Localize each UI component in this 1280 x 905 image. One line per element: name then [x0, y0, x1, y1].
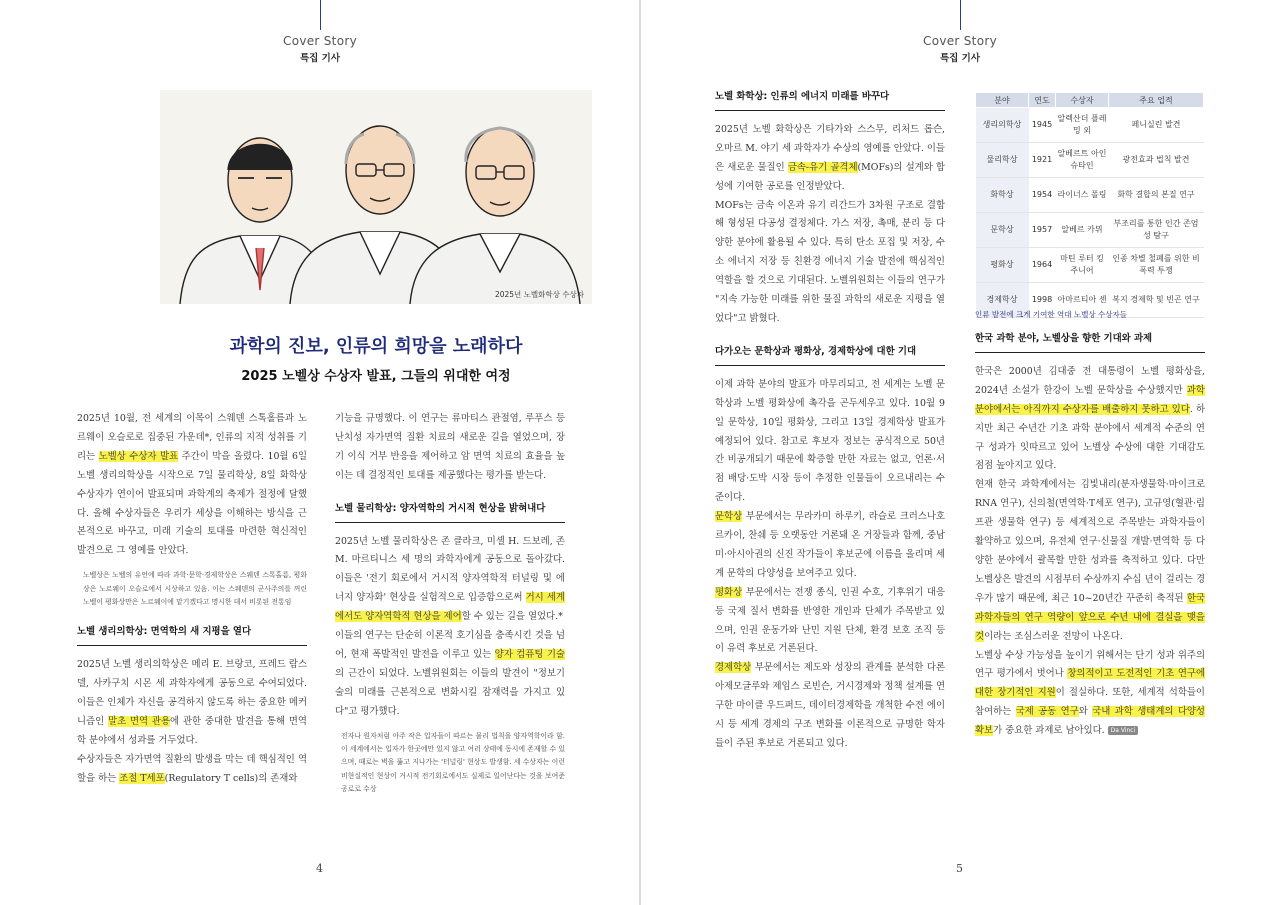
highlight: 조절 T세포: [119, 772, 165, 784]
cell-work: 인종 차별 철폐를 위한 비폭력 투쟁: [1109, 248, 1204, 283]
section-label-en: Cover Story: [923, 34, 997, 48]
cell-year: 1998: [1029, 283, 1056, 318]
cell-field: 화학상: [976, 178, 1029, 213]
highlight: 거시 세계에서도 양자역학적 현상을 제어: [335, 592, 565, 623]
highlight: 국제 공동 연구: [1015, 706, 1079, 718]
cell-work: 페니실린 발견: [1109, 108, 1204, 143]
section-heading: 한국 과학 분야, 노벨상을 향한 기대와 과제: [975, 330, 1205, 353]
cell-year: 1921: [1029, 143, 1056, 178]
cell-year: 1945: [1029, 108, 1056, 143]
column-4: [975, 330, 1205, 741]
cell-field: 생리의학상: [976, 108, 1029, 143]
highlight: 과학 분야에서는 아직까지 수상자를 배출하지 못하고 있다: [975, 384, 1205, 415]
section-heading: 다가오는 문학상과 평화상, 경제학상에 대한 기대: [715, 343, 945, 366]
section-label-ko: 특집 기사: [939, 53, 980, 64]
column-header: 분야: [976, 93, 1029, 108]
cell-work: 부조리를 통한 인간 존엄성 탐구: [1109, 213, 1204, 248]
page-spine: [639, 0, 641, 905]
highlight: 국내 과학 생태계의 다양성 확보: [975, 706, 1205, 737]
paragraph: 2025년 노벨 물리학상은 존 클라크, 미셸 H. 드보레, 존 M. 마르티니스 세 명의 과학자에게 공동으로 돌아갔다. 이들은 '전기 회로에서 거시적 양자역학적 터널링 및 에너지 양자화' 현상을 실험적으로 입증함으로써 거시 세계에서도 양자역학적 현상을 제어할 수 있는 길을 열었다.*: [335, 535, 565, 623]
cell-work: 화학 결합의 본질 연구: [1109, 178, 1204, 213]
paragraph: 2025년 노벨 화학상은 기타가와 스스무, 리처드 롭슨, 오마르 M. 야기 세 과학자가 수상의 영예를 안았다. 이들은 새로운 물질인 금속-유기 골격체(MOFs)의 설계와 합성에 기여한 공로를 인정받았다.: [715, 123, 945, 192]
nobel-laureates-table: [975, 92, 1204, 318]
section-label-ko: 특집 기사: [299, 53, 340, 64]
table-row: [976, 143, 1204, 178]
section-label-en: Cover Story: [283, 34, 357, 48]
paragraph: 이제 과학 분야의 발표가 마무리되고, 전 세계는 노벨 문학상과 노벨 평화상에 촉각을 곤두세우고 있다. 10월 9일 문학상, 10일 평화상, 그리고 13일 경제학상 발표가 예정되어 있다. 참고로 후보자 정보는 공식적으로 50년간 비공개되기 때문에 확증할 만한 자료는 없고, 언론·서점 배당·도박 시장 등이 추정한 인물들이 오르내리는 수준이다.: [715, 378, 945, 504]
paragraph: 현재 한국 과학계에서는 김빛내리(분자생물학·마이크로RNA 연구), 신의철(면역학·T세포 연구), 고규영(혈관·림프관 생물학 연구) 등 세계적으로 주목받는 과학자들이 활약하고 있으며, 유전체 연구·신물질 개발·면역학 등 다양한 분야에서 괄목할 만한 성과를 축적하고 있다. 다만 노벨상은 발견의 시점부터 수상까지 수십 년이 걸리는 경우가 많기 때문에, 최근 10~20년간 꾸준히 축적된 한국 과학자들의 연구 역량이 앞으로 수년 내에 결실을 맺을 것이라는 조심스러운 전망이 나온다.: [975, 479, 1205, 642]
footnote: 노벨상은 노벨의 유언에 따라 과학·문학·경제학상은 스웨덴 스톡홀름, 평화상은 노르웨이 오슬로에서 시상하고 있음. 이는 스웨덴의 군사주의를 꺼린 노벨이 평화상만은 노르웨이에 맡기겠다고 명시한 데서 비롯된 전통임: [83, 571, 307, 607]
column-1: [77, 410, 307, 789]
page-number: 5: [956, 862, 963, 875]
cell-winner: 알렉산더 플레밍 외: [1056, 108, 1109, 143]
column-header: 주요 업적: [1109, 93, 1204, 108]
table-row: [976, 213, 1204, 248]
cell-work: 복지 경제학 및 빈곤 연구: [1109, 283, 1204, 318]
table-row: [976, 108, 1204, 143]
section-heading: 노벨 생리의학상: 면역학의 새 지평을 열다: [77, 623, 307, 646]
table-caption: 인류 발전에 크게 기여한 역대 노벨상 수상자들: [975, 310, 1127, 319]
paragraph: 노벨상 수상 가능성을 높이기 위해서는 단기 성과 위주의 연구 평가에서 벗어나 창의적이고 도전적인 기초 연구에 대한 장기적인 지원이 절실하다. 또한, 세계적 석학들이 참여하는 국제 공동 연구와 국내 과학 생태계의 다양성 확보가 중요한 과제로 남아있다. Da Vinci: [975, 649, 1205, 737]
cell-work: 광전효과 법칙 발견: [1109, 143, 1204, 178]
cell-field: 평화상: [976, 248, 1029, 283]
highlight: 평화상: [715, 586, 743, 598]
table-header-row: [976, 93, 1204, 108]
cell-winner: 알베르 카뮈: [1056, 213, 1109, 248]
highlight: 경제학상: [715, 662, 752, 674]
cell-winner: 라이너스 폴링: [1056, 178, 1109, 213]
column-header: 수상자: [1056, 93, 1109, 108]
cell-year: 1954: [1029, 178, 1056, 213]
cell-winner: 아마르티아 센: [1056, 283, 1109, 318]
header-rule: [320, 0, 321, 30]
header-rule: [960, 0, 961, 30]
column-header: 연도: [1029, 93, 1056, 108]
paragraph: 이들의 연구는 단순히 이론적 호기심을 충족시킨 것을 넘어, 현재 폭발적인 발전을 이루고 있는 양자 컴퓨팅 기술의 근간이 되었다. 노벨위원회는 이들의 발견이 "정보기술의 미래를 근본적으로 변화시킬 잠재력을 가지고 있다"고 평가했다.: [335, 630, 565, 717]
cell-field: 물리학상: [976, 143, 1029, 178]
article-title: 과학의 진보, 인류의 희망을 노래하다: [229, 336, 523, 357]
cell-field: 문학상: [976, 213, 1029, 248]
cell-field: 경제학상: [976, 283, 1029, 318]
paragraph: 평화상 부문에서는 전쟁 종식, 인권 수호, 기후위기 대응 등 국제 질서 변화를 반영한 개인과 단체가 주목받고 있으며, 인권 운동가와 난민 지원 단체, 환경 보호 조직 등이 유력 후보로 거론된다.: [715, 586, 945, 655]
paragraph: 수상자들은 자가면역 질환의 발생을 막는 데 핵심적인 역할을 하는 조절 T세포(Regulatory T cells)의 존재와: [77, 753, 307, 784]
magazine-logo: Da Vinci: [1108, 726, 1139, 735]
highlight: 양자 컴퓨팅 기술: [494, 648, 565, 660]
cell-winner: 알베르트 아인슈타인: [1056, 143, 1109, 178]
paragraph: 문학상 부문에서는 무라카미 하루키, 라슬로 크러스나호르카이, 찬쉐 등 오랫동안 거론돼 온 거장들과 함께, 중남미·아시아권의 신진 작가들이 후보군에 이름을 올리며 세계 문학의 다양성을 보여주고 있다.: [715, 511, 945, 579]
column-3: [715, 88, 945, 754]
paragraph: MOFs는 금속 이온과 유기 리간드가 3차원 구조로 결합해 형성된 다공성 결정체다. 가스 저장, 촉매, 분리 등 다양한 분야에 활용될 수 있다. 특히 탄소 포집 및 저장, 수소 에너지 저장 등 친환경 에너지 기술 발전에 핵심적인 역할을 할 것으로 기대된다. 노벨위원회는 이들의 연구가 "지속 가능한 미래를 위한 물질 과학의 새로운 지평을 열었다"고 밝혔다.: [715, 199, 945, 324]
laureates-portrait-drawing: [160, 90, 592, 304]
highlight: 창의적이고 도전적인 기초 연구에 대한 장기적인 지원: [975, 668, 1205, 699]
page-number: 4: [316, 862, 323, 875]
article-subtitle: 2025 노벨상 수상자 발표, 그들의 위대한 여정: [241, 369, 511, 384]
paragraph: 2025년 노벨 생리의학상은 메리 E. 브랑코, 프레드 람스델, 사카구치 시몬 세 과학자에게 공동으로 수여되었다. 이들은 인체가 자신을 공격하지 않도록 하는 중요한 메커니즘인 말초 면역 관용에 관한 중대한 발견을 통해 면역학 분야에서 성과를 거두었다.: [77, 659, 307, 746]
laureates-illustration: [160, 90, 592, 304]
paragraph: 2025년 10월, 전 세계의 이목이 스웨덴 스톡홀름과 노르웨이 오슬로로 집중된 가운데*, 인류의 지적 성취를 기리는 노벨상 수상자 발표 주간이 막을 올렸다. 10월 6일 노벨 생리의학상을 시작으로 7일 물리학상, 8일 화학상 수상자가 연이어 발표되며 과학계의 축제가 절정에 달했다. 올해 수상자들은 우리가 세상을 이해하는 방식을 근본적으로 바꾸고, 미래 기술의 토대를 마련한 혁신적인 발견으로 그 영예를 안았다.: [77, 413, 308, 557]
cell-winner: 마틴 루터 킹 주니어: [1056, 248, 1109, 283]
highlight: 말초 면역 관용: [108, 716, 171, 728]
column-2: [335, 410, 565, 807]
table-row: [976, 178, 1204, 213]
highlight: 노벨상 수상자 발표: [98, 450, 179, 462]
section-heading: 노벨 물리학상: 양자역학의 거시적 현상을 밝혀내다: [335, 500, 565, 523]
cell-year: 1964: [1029, 248, 1056, 283]
highlight: 한국 과학자들의 연구 역량이 앞으로 수년 내에 결실을 맺을 것: [975, 592, 1205, 642]
footnote: 전자나 원자처럼 아주 작은 입자들이 따르는 물리 법칙을 양자역학이라 함. 이 세계에서는 입자가 한곳에만 있지 않고 여러 상태에 동시에 존재할 수 있으며, 때로는 벽을 뚫고 지나가는 '터널링' 현상도 발생함. 세 수상자는 이런 비현실적인 현상이 거시적 전기회로에서도 실제로 일어난다는 것을 보여준 공로로 수상: [341, 731, 565, 794]
highlight: 문학상: [715, 511, 743, 523]
paragraph: 경제학상 부문에서는 제도와 성장의 관계를 분석한 다론 아제모글루와 제임스 로빈슨, 거시경제와 정책 설계를 연구한 마이클 우드퍼드, 데이터경제학을 개척한 수전 에이시 등 세계 경제의 구조 변화를 이론적으로 규명한 학자들이 주된 후보로 거론되고 있다.: [715, 662, 945, 749]
cell-year: 1957: [1029, 213, 1056, 248]
highlight: 금속-유기 골격체: [787, 161, 858, 173]
paragraph: 기능을 규명했다. 이 연구는 류마티스 관절염, 루푸스 등 난치성 자가면역 질환 치료의 새로운 길을 열었으며, 장기 이식 거부 반응을 제어하고 암 면역 치료의 효율을 높이는 데 결정적인 토대를 제공했다는 평가를 받는다.: [335, 413, 565, 481]
illustration-caption: 2025년 노벨화학상 수상자: [494, 290, 584, 299]
paragraph: 한국은 2000년 김대중 전 대통령이 노벨 평화상을, 2024년 소설가 한강이 노벨 문학상을 수상했지만 과학 분야에서는 아직까지 수상자를 배출하지 못하고 있다. 하지만 최근 수년간 기초 과학 분야에서 세계적 수준의 연구 성과가 잇따르고 있어 노벨상 수상에 대한 기대감도 점점 높아지고 있다.: [975, 365, 1205, 472]
section-heading: 노벨 화학상: 인류의 에너지 미래를 바꾸다: [715, 88, 945, 111]
table-row: [976, 248, 1204, 283]
